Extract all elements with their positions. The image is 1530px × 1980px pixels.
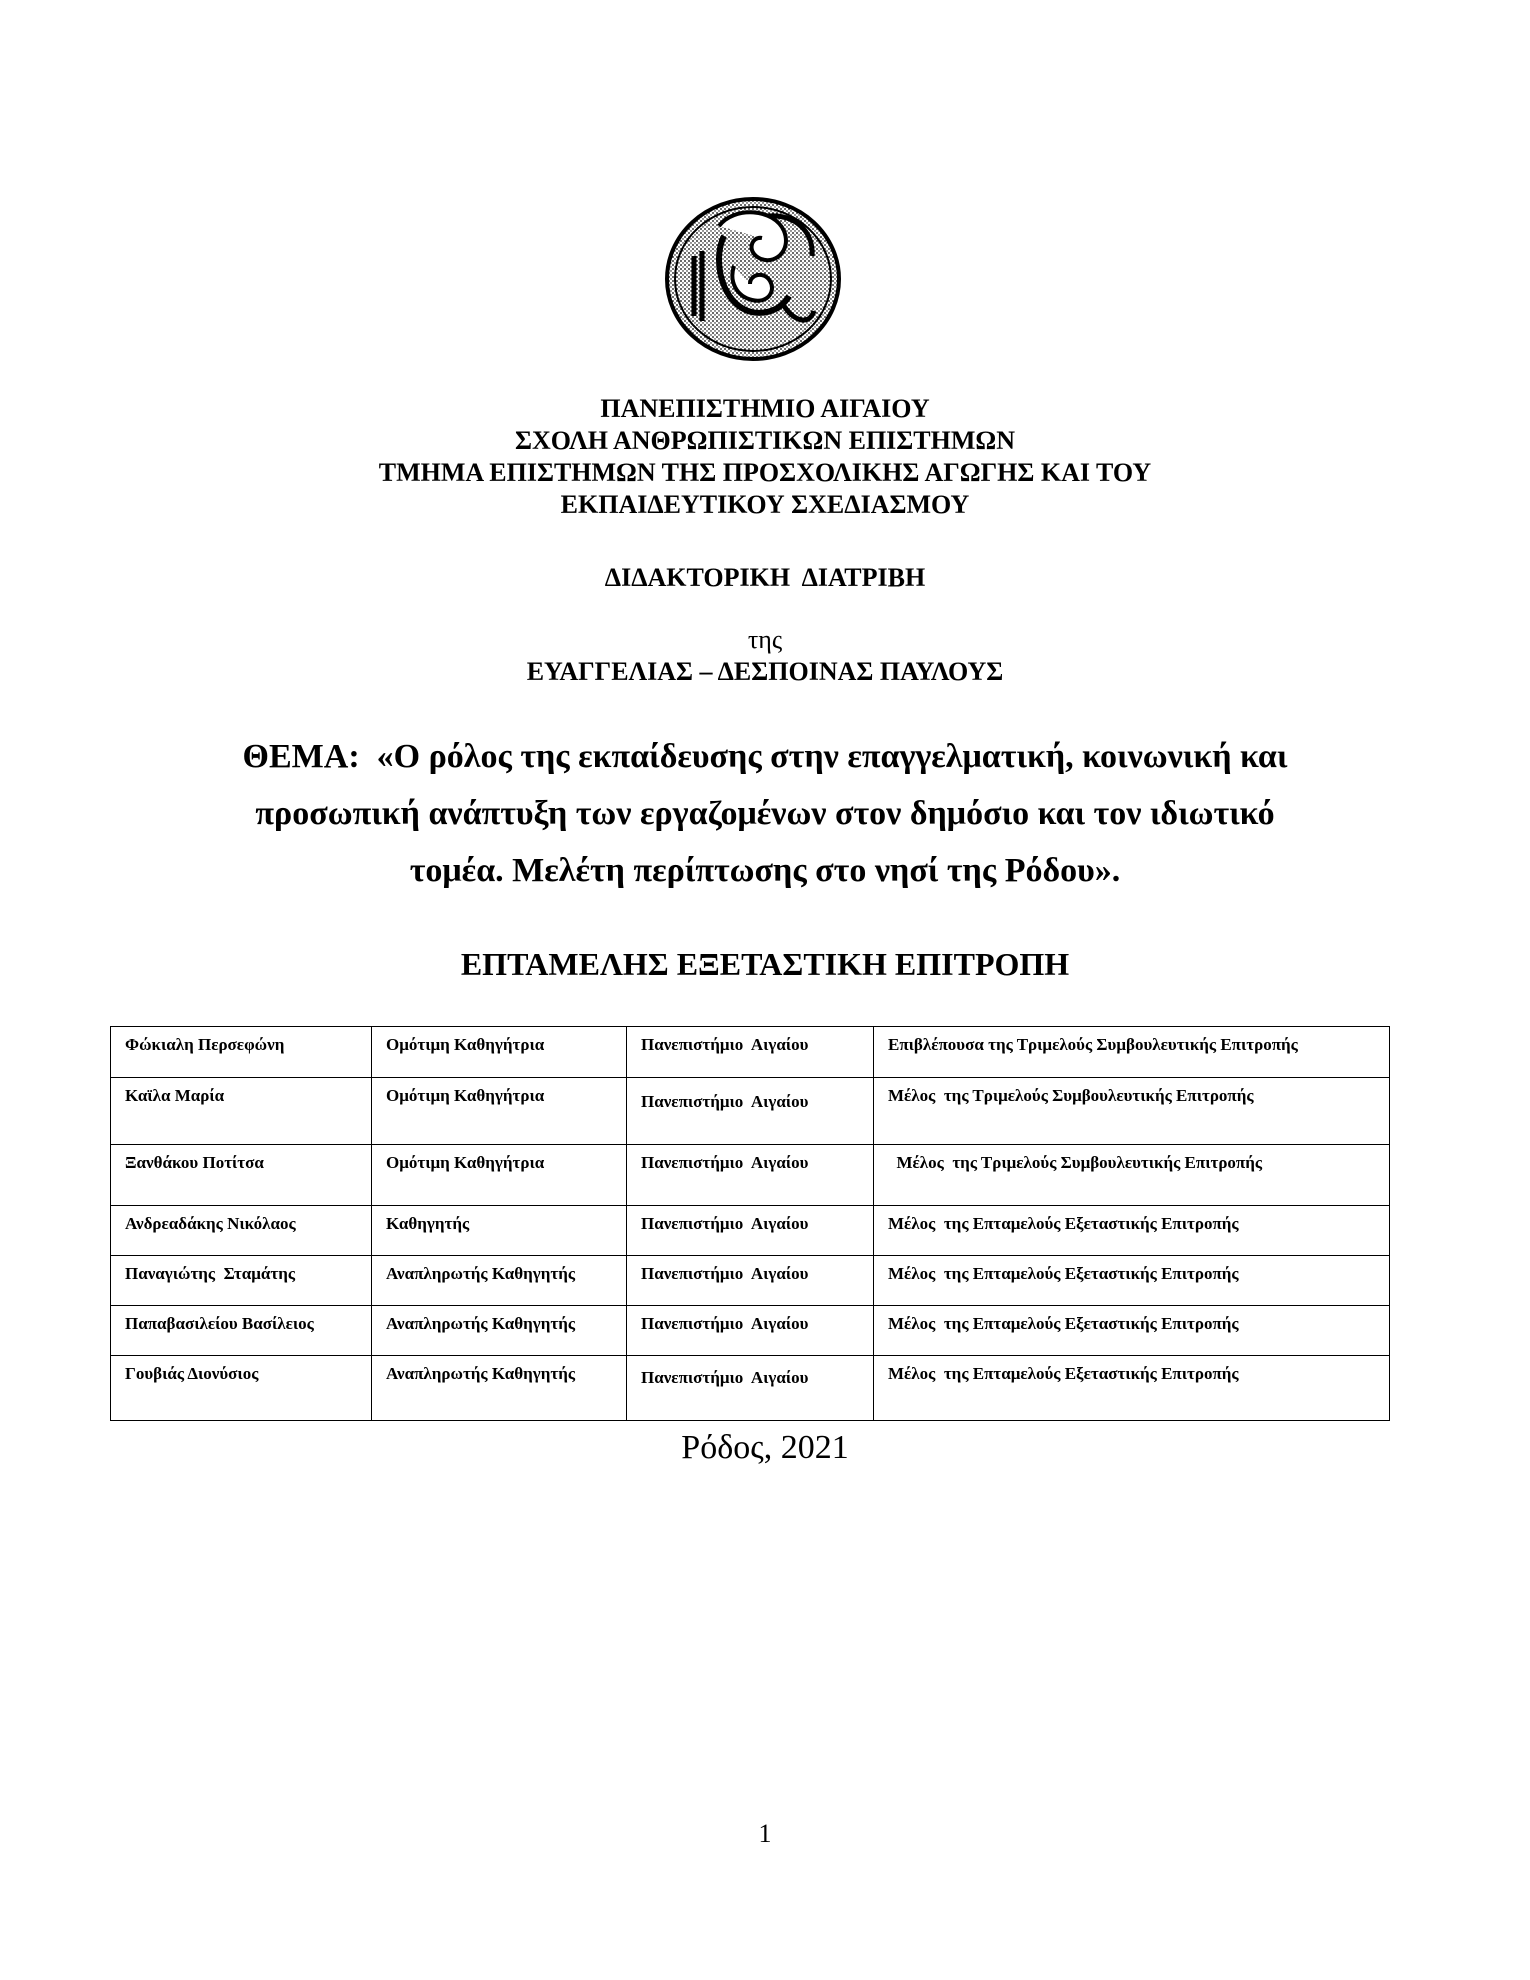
thesis-type: ΔΙΔΑΚΤΟΡΙΚΗ ΔΙΑΤΡΙΒΗ [604, 563, 926, 592]
member-name: Παναγιώτης Σταμάτης [111, 1256, 372, 1306]
theme-line: ΘΕΜΑ: «Ο ρόλος της εκπαίδευσης στην επαγγελματική, κοινωνική και [242, 738, 1288, 775]
member-role: Μέλος της Επταμελούς Εξεταστικής Επιτροπής [874, 1256, 1390, 1306]
member-name: Ξανθάκου Ποτίτσα [111, 1145, 372, 1206]
table-row [111, 1306, 1390, 1356]
author-name: ΕΥΑΓΓΕΛΙΑΣ – ΔΕΣΠΟΙΝΑΣ ΠΑΥΛΟΥΣ [526, 657, 1004, 686]
university-seal-icon [664, 196, 842, 362]
member-rank: Ομότιμη Καθηγήτρια [372, 1145, 627, 1206]
member-university: Πανεπιστήμιο Αιγαίου [627, 1256, 874, 1306]
thesis-theme [200, 728, 1330, 899]
member-name: Παπαβασιλείου Βασίλειος [111, 1306, 372, 1356]
member-name: Ανδρεαδάκης Νικόλαος [111, 1206, 372, 1256]
member-role: Μέλος της Επταμελούς Εξεταστικής Επιτροπής [874, 1356, 1390, 1421]
by-label: της [747, 625, 783, 654]
member-rank: Ομότιμη Καθηγήτρια [372, 1027, 627, 1078]
theme-line: προσωπική ανάπτυξη των εργαζομένων στον δημόσιο και τον ιδιωτικό [255, 795, 1275, 832]
committee-title: ΕΠΤΑΜΕΛΗΣ ΕΞΕΤΑΣΤΙΚΗ ΕΠΙΤΡΟΠΗ [460, 946, 1070, 982]
page-number: 1 [758, 1819, 772, 1848]
member-role: Μέλος της Τριμελούς Συμβουλευτικής Επιτροπής [874, 1078, 1390, 1145]
table-row [111, 1078, 1390, 1145]
member-university: Πανεπιστήμιο Αιγαίου [627, 1356, 874, 1421]
member-university: Πανεπιστήμιο Αιγαίου [627, 1145, 874, 1206]
committee-table [110, 1026, 1390, 1421]
table-row [111, 1256, 1390, 1306]
member-name: Φώκιαλη Περσεφώνη [111, 1027, 372, 1078]
member-role: Επιβλέπουσα της Τριμελούς Συμβουλευτικής Επιτροπής [874, 1027, 1390, 1078]
member-name: Καϊλα Μαρία [111, 1078, 372, 1145]
institution-line: ΣΧΟΛΗ ΑΝΘΡΩΠΙΣΤΙΚΩΝ ΕΠΙΣΤΗΜΩΝ [514, 426, 1015, 455]
member-role: Μέλος της Επταμελούς Εξεταστικής Επιτροπής [874, 1306, 1390, 1356]
member-university: Πανεπιστήμιο Αιγαίου [627, 1206, 874, 1256]
member-rank: Ομότιμη Καθηγήτρια [372, 1078, 627, 1145]
member-rank: Αναπληρωτής Καθηγητής [372, 1306, 627, 1356]
table-row [111, 1206, 1390, 1256]
institution-line: ΕΚΠΑΙΔΕΥΤΙΚΟΥ ΣΧΕΔΙΑΣΜΟΥ [560, 490, 970, 519]
member-rank: Αναπληρωτής Καθηγητής [372, 1256, 627, 1306]
member-rank: Καθηγητής [372, 1206, 627, 1256]
institution-line: ΠΑΝΕΠΙΣΤΗΜΙΟ ΑΙΓΑΙΟΥ [600, 394, 930, 423]
theme-line: τομέα. Μελέτη περίπτωσης στο νησί της Ρόδου». [409, 852, 1121, 889]
place-date: Ρόδος, 2021 [681, 1429, 849, 1466]
institution-line: ΤΜΗΜΑ ΕΠΙΣΤΗΜΩΝ ΤΗΣ ΠΡΟΣΧΟΛΙΚΗΣ ΑΓΩΓΗΣ ΚΑΙ ΤΟΥ [378, 458, 1152, 487]
member-rank: Αναπληρωτής Καθηγητής [372, 1356, 627, 1421]
member-name: Γουβιάς Διονύσιος [111, 1356, 372, 1421]
member-role: Μέλος της Επταμελούς Εξεταστικής Επιτροπής [874, 1206, 1390, 1256]
table-row [111, 1145, 1390, 1206]
member-university: Πανεπιστήμιο Αιγαίου [627, 1306, 874, 1356]
table-row [111, 1027, 1390, 1078]
member-role: Μέλος της Τριμελούς Συμβουλευτικής Επιτροπής [874, 1145, 1390, 1206]
member-university: Πανεπιστήμιο Αιγαίου [627, 1078, 874, 1145]
member-university: Πανεπιστήμιο Αιγαίου [627, 1027, 874, 1078]
table-row [111, 1356, 1390, 1421]
institution-heading [0, 393, 1530, 521]
